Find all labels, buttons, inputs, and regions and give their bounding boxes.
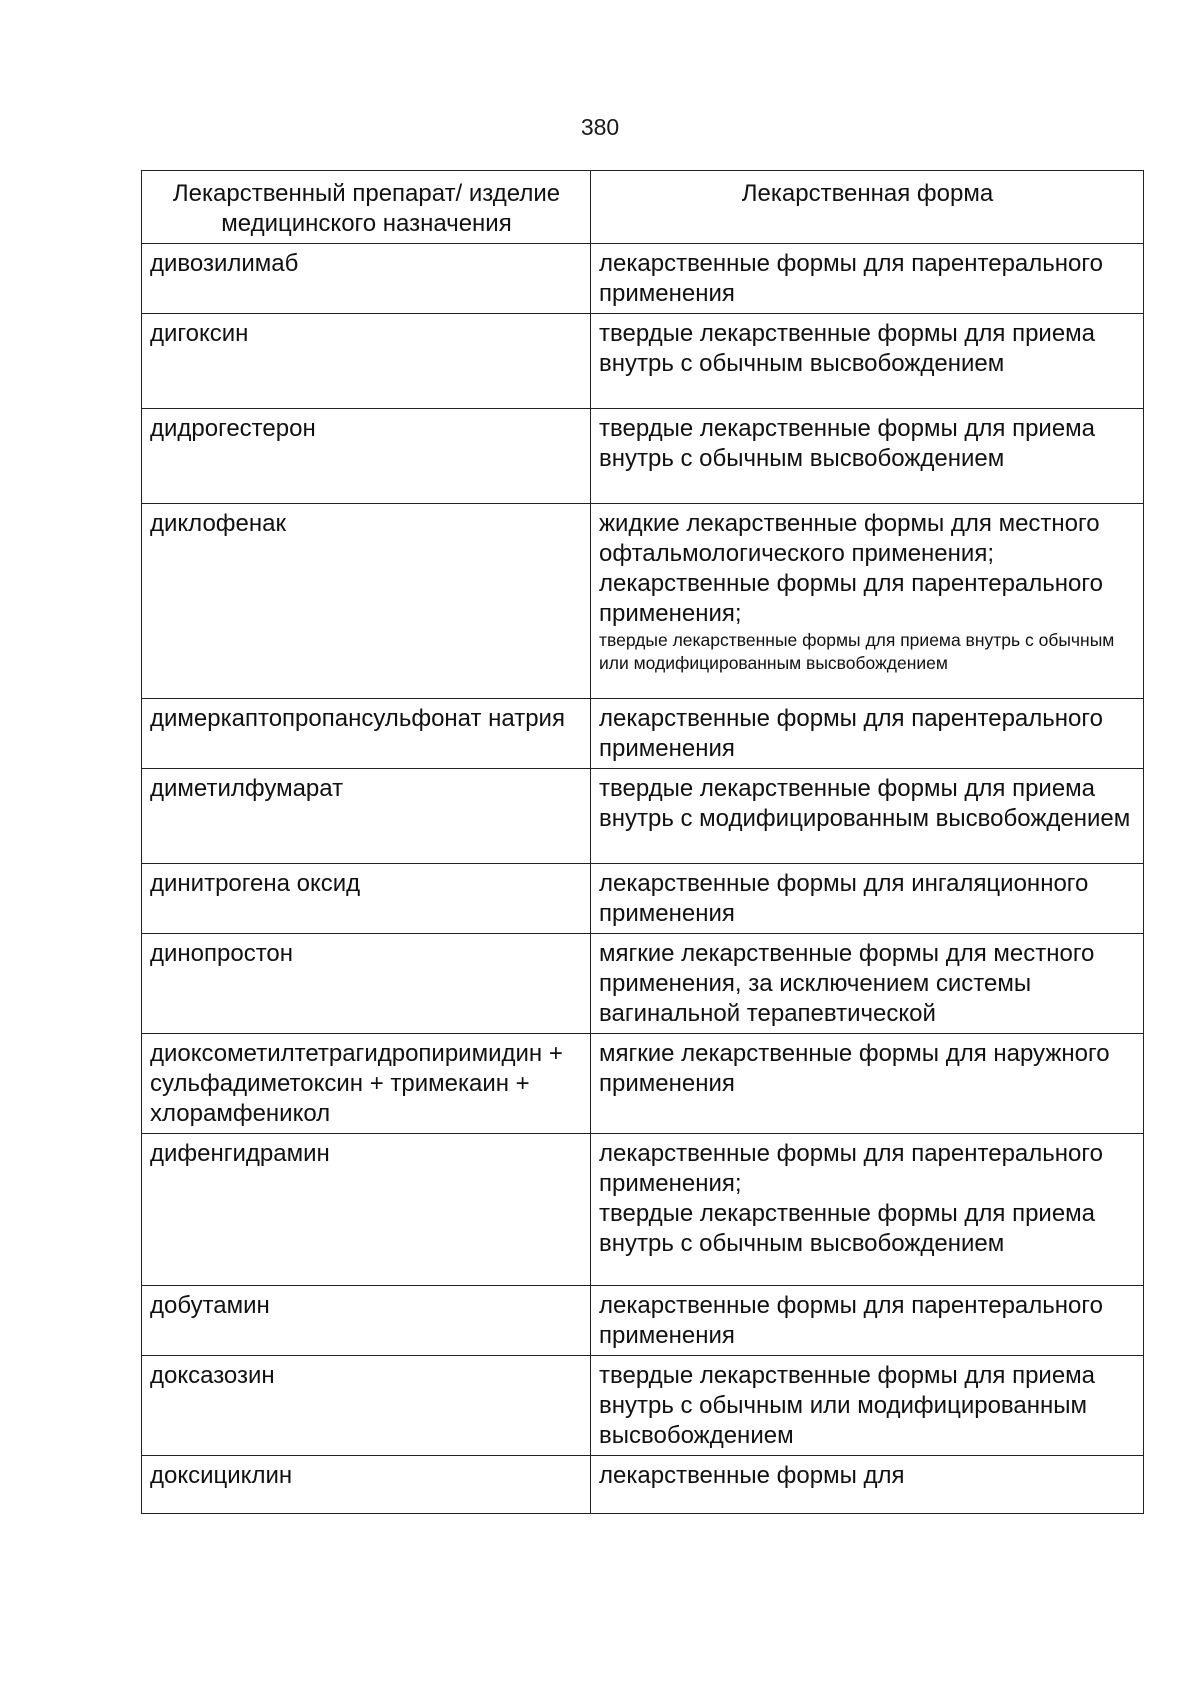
drug-form — [591, 1286, 1144, 1356]
drug-name: диметилфумарат — [142, 769, 591, 864]
form-line: мягкие лекарственные формы для местного применения, за исключением системы вагинальной терапевтической — [599, 940, 1095, 1027]
drug-name: дидрогестерон — [142, 409, 591, 504]
drug-form — [591, 1034, 1144, 1134]
drug-form — [591, 409, 1144, 504]
drug-form — [591, 934, 1144, 1034]
drug-name: дигоксин — [142, 314, 591, 409]
form-line: лекарственные формы для парентерального применения; — [599, 1140, 1103, 1197]
table-row — [142, 244, 1144, 314]
table-row — [142, 934, 1144, 1034]
form-line: твердые лекарственные формы для приема внутрь с модифицированным высвобождением — [599, 775, 1131, 832]
form-line: лекарственные формы для парентерального применения — [599, 1292, 1103, 1349]
drug-forms-table — [141, 170, 1144, 1514]
table-row — [142, 1356, 1144, 1456]
drug-name: дифенгидрамин — [142, 1134, 591, 1286]
table-row — [142, 504, 1144, 699]
table-row — [142, 409, 1144, 504]
drug-name: динитрогена оксид — [142, 864, 591, 934]
drug-name: димеркаптопропансульфонат натрия — [142, 699, 591, 769]
form-line: твердые лекарственные формы для приема внутрь с обычным высвобождением — [599, 320, 1096, 377]
form-line: лекарственные формы для ингаляционного применения — [599, 870, 1089, 927]
table-row — [142, 1134, 1144, 1286]
drug-form — [591, 699, 1144, 769]
table-row — [142, 1286, 1144, 1356]
form-line: лекарственные формы для парентерального применения — [599, 250, 1103, 307]
drug-form — [591, 1134, 1144, 1286]
form-line: лекарственные формы для — [599, 1462, 905, 1489]
table-row — [142, 1034, 1144, 1134]
form-line: твердые лекарственные формы для приема внутрь с обычным высвобождением — [599, 415, 1096, 472]
form-line: лекарственные формы для парентерального применения — [599, 705, 1103, 762]
table-row — [142, 314, 1144, 409]
header-form: Лекарственная форма — [591, 171, 1144, 244]
form-line: твердые лекарственные формы для приема внутрь с обычным или модифицированным высвобождением — [599, 630, 1115, 673]
page-number: 380 — [580, 114, 620, 140]
drug-form — [591, 1456, 1144, 1514]
form-line: жидкие лекарственные формы для местного офтальмологического применения; — [599, 510, 1100, 567]
form-line: мягкие лекарственные формы для наружного применения — [599, 1040, 1110, 1097]
drug-name: добутамин — [142, 1286, 591, 1356]
drug-form — [591, 864, 1144, 934]
header-drug: Лекарственный препарат/ изделие медицинского назначения — [142, 171, 591, 244]
table-row — [142, 769, 1144, 864]
drug-name: доксазозин — [142, 1356, 591, 1456]
drug-form — [591, 244, 1144, 314]
table-row — [142, 699, 1144, 769]
table-row — [142, 1456, 1144, 1514]
table-header-row — [142, 171, 1144, 244]
drug-form — [591, 314, 1144, 409]
table-row — [142, 864, 1144, 934]
drug-name: диклофенак — [142, 504, 591, 699]
drug-form — [591, 504, 1144, 699]
drug-name: динопростон — [142, 934, 591, 1034]
form-line: твердые лекарственные формы для приема внутрь с обычным высвобождением — [599, 1200, 1096, 1257]
drug-name: дивозилимаб — [142, 244, 591, 314]
form-line: лекарственные формы для парентерального применения; — [599, 570, 1103, 627]
drug-name: доксициклин — [142, 1456, 591, 1514]
drug-name: диоксометилтетрагидропиримидин + сульфадиметоксин + тримекаин + хлорамфеникол — [142, 1034, 591, 1134]
drug-form — [591, 769, 1144, 864]
drug-form — [591, 1356, 1144, 1456]
form-line: твердые лекарственные формы для приема внутрь с обычным или модифицированным высвобождением — [599, 1362, 1096, 1449]
